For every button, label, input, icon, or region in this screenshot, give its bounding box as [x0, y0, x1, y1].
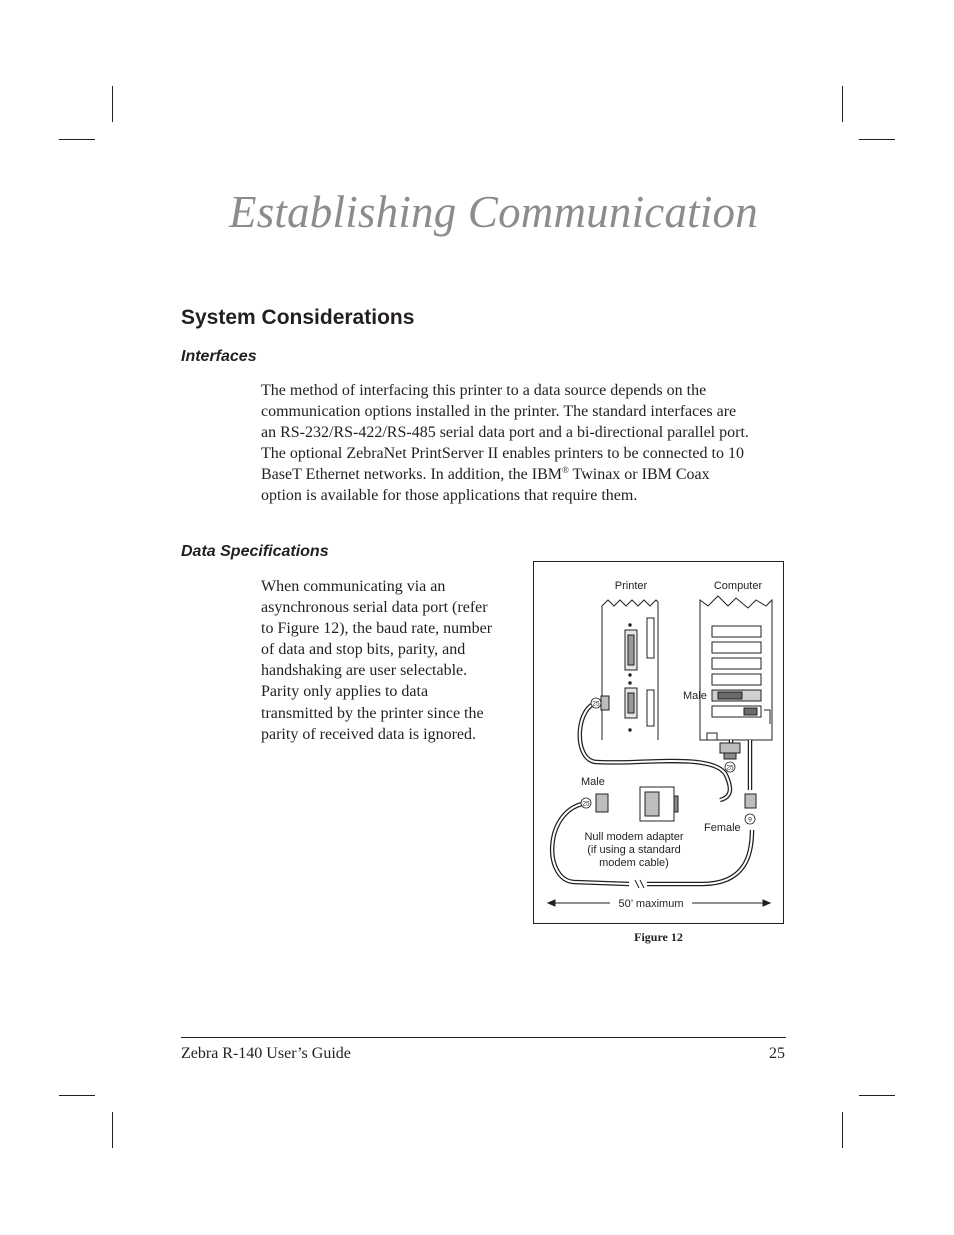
crop-mark-top-right-horizontal: [859, 139, 895, 140]
computer-chassis: [700, 596, 772, 740]
pin-count-25: 25: [582, 800, 590, 808]
footer-guide-title: Zebra R-140 User’s Guide: [181, 1045, 351, 1062]
connection-diagram-svg: [534, 562, 785, 925]
printer-label: Printer: [614, 580, 648, 592]
crop-mark-bottom-left-vertical: [112, 1112, 113, 1148]
pin-count-25: 25: [726, 764, 734, 772]
printer-panel: [602, 600, 658, 740]
paragraph-line: communication options installed in the printer. The standard interfaces are: [261, 403, 737, 421]
paragraph-line: transmitted by the printer since the: [261, 704, 484, 722]
pin-count-25: 25: [592, 700, 600, 708]
paragraph-line: parity of received data is ignored.: [261, 725, 477, 743]
paragraph-line: The method of interfacing this printer to a data source depends on the: [261, 382, 707, 399]
interfaces-paragraph: [261, 380, 749, 507]
null-modem-label-line3: modem cable): [599, 857, 669, 869]
paragraph-text: Twinax or IBM Coax: [568, 466, 710, 484]
paragraph-line: Parity only applies to data: [261, 683, 429, 701]
paragraph-line: an RS-232/RS-422/RS-485 serial data port and a bi-directional parallel port.: [261, 424, 749, 442]
page-number: 25: [769, 1045, 785, 1062]
section-heading: System Considerations: [181, 306, 415, 329]
null-modem-label-line2: (if using a standard: [587, 844, 681, 856]
paragraph-line: handshaking are user selectable.: [261, 662, 468, 680]
male-cable-label: Male: [581, 776, 605, 788]
crop-mark-top-right-vertical: [842, 86, 843, 122]
figure-caption: Figure 12: [634, 930, 683, 944]
data-specifications-paragraph: [261, 576, 492, 745]
crop-mark-bottom-right-horizontal: [859, 1095, 895, 1096]
footer-rule: [181, 1037, 786, 1038]
max-length-label: 50’ maximum: [618, 898, 684, 910]
null-modem-label-line1: Null modem adapter: [584, 831, 684, 843]
figure-12-diagram: [533, 561, 784, 924]
crop-mark-top-left-horizontal: [59, 139, 95, 140]
paragraph-line: The optional ZebraNet PrintServer II enables printers to be connected to 10: [261, 445, 744, 463]
computer-label: Computer: [713, 580, 763, 592]
paragraph-line: option is available for those applications that require them.: [261, 487, 638, 505]
paragraph-line: of data and stop bits, parity, and: [261, 641, 466, 659]
interfaces-heading: Interfaces: [181, 348, 257, 365]
male-computer-label: Male: [683, 690, 707, 702]
cable-connectors: [596, 696, 756, 824]
data-specifications-heading: Data Specifications: [181, 543, 329, 560]
crop-mark-bottom-left-horizontal: [59, 1095, 95, 1096]
female-label: Female: [704, 822, 741, 834]
chapter-title: Establishing Communication: [229, 187, 758, 237]
paragraph-text: BaseT Ethernet networks. In addition, the IBM: [261, 466, 562, 484]
crop-mark-bottom-right-vertical: [842, 1112, 843, 1148]
paragraph-line: asynchronous serial data port (refer: [261, 599, 488, 617]
paragraph-line: to Figure 12), the baud rate, number: [261, 620, 493, 638]
paragraph-line: [261, 464, 749, 485]
pin-count-9: 9: [748, 816, 752, 824]
crop-mark-top-left-vertical: [112, 86, 113, 122]
paragraph-line: When communicating via an: [261, 578, 446, 595]
registered-mark: ®: [561, 465, 569, 476]
